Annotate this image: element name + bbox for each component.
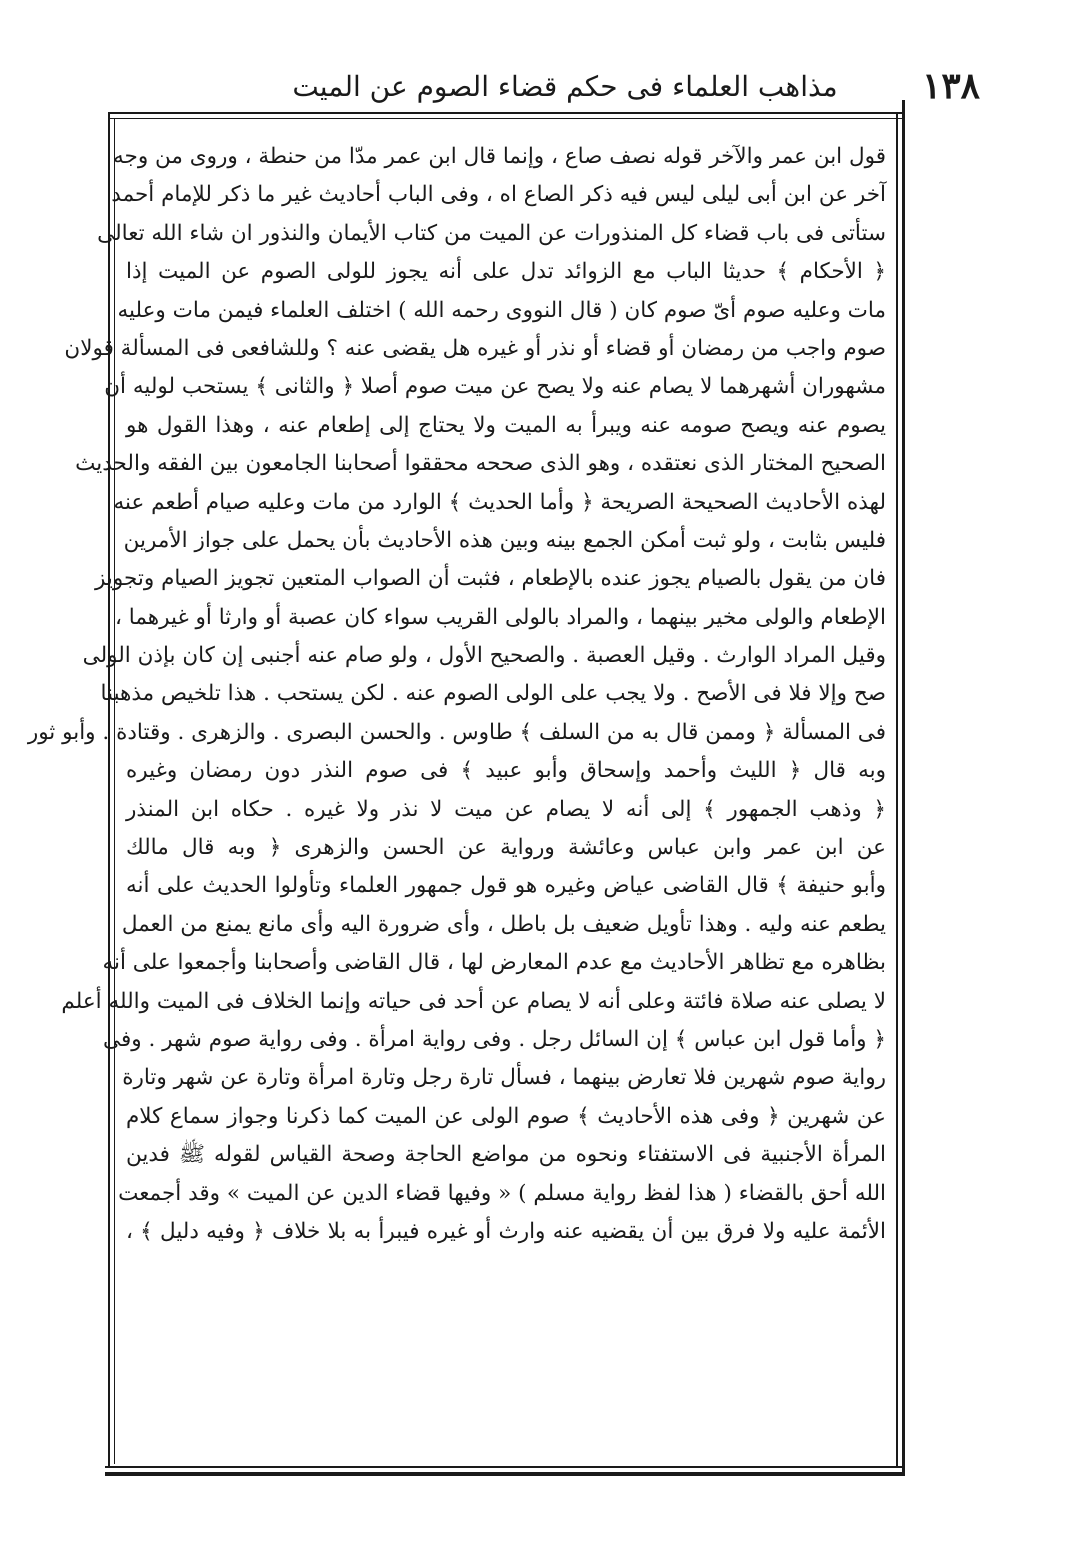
text-line: الإطعام والولى مخير بينهما ، والمراد بالولى القريب سواء كان عصبة أو وارثا أو غيرهما ، [115, 604, 886, 630]
text-line: لهذه الأحاديث الصحيحة الصريحة ﴿ وأما الحديث ﴾ الوارد من مات وعليه صيام أطعم عنه [113, 489, 886, 515]
text-line: يصوم عنه ويصح صومه عنه ويبرأ به الميت ولا يحتاج إلى إطعام عنه ، وهذا القول هو [126, 412, 886, 438]
text-line: فان من يقول بالصيام يجوز عنده بالإطعام ، فثبت أن الصواب المتعين تجويز الصيام وتجويز [95, 566, 886, 592]
text-line: الله أحق بالقضاء ( هذا لفظ رواية مسلم ) « وفيها قضاء الدين عن الميت » وقد أجمعت [118, 1180, 886, 1206]
frame-left-rule [108, 112, 110, 1468]
text-line: الأئمة عليه ولا فرق بين أن يقضيه عنه وارث أو غيره فيبرأ به بلا خلاف ﴿ وفيه دليل ﴾ ، [126, 1218, 886, 1244]
frame-right-inner-rule [896, 112, 898, 1468]
frame-top-inner-rule [110, 118, 902, 119]
text-line: صوم واجب من رمضان أو قضاء أو نذر أو غيره هل يقضى عنه ؟ وللشافعى فى المسألة قولان [64, 335, 886, 361]
text-line: ﴿ وأما قول ابن عباس ﴾ إن السائل رجل . وفى رواية امرأة . وفى رواية صوم شهر . وفى [103, 1026, 886, 1052]
text-line: ﴿ الأحكام ﴾ حديثا الباب مع الزوائد تدل على أنه يجوز للولى الصوم عن الميت إذا [126, 259, 886, 285]
text-line: عن شهرين ﴿ وفى هذه الأحاديث ﴾ صوم الولى عن الميت كما ذكرنا وجواز سماع كلام [126, 1103, 886, 1129]
text-line: بظاهره مع تظاهر الأحاديث مع عدم المعارض لها ، قال القاضى وأصحابنا وأجمعوا على أنه [102, 950, 886, 976]
text-line: رواية صوم شهرين فلا تعارض بينهما ، فسأل تارة رجل وتارة امرأة وتارة عن شهر وتارة [122, 1065, 886, 1091]
frame-top-rule [110, 112, 902, 114]
text-line: قول ابن عمر والآخر قوله نصف صاع ، وإنما قال ابن عمر مدّا من حنطة ، وروى من وجه [113, 144, 886, 169]
running-title: مذاهب العلماء فى حكم قضاء الصوم عن الميت [292, 69, 838, 103]
text-line: فى المسألة ﴿ وممن قال به من السلف ﴾ طاوس . والحسن البصرى . والزهرى . وقتادة . وأبو ثور [27, 719, 886, 745]
text-line: فليس بثابت ، ولو ثبت أمكن الجمع بينه وبين هذه الأحاديث بأن يحمل على جواز الأمرين [123, 527, 886, 553]
text-line: ﴿ وذهب الجمهور ﴾ إلى أنه لا يصام عن ميت لا نذر ولا غيره . حكاه ابن المنذر [126, 796, 886, 822]
page-number: ١٣٨ [921, 65, 980, 107]
text-line: لا يصلى عنه صلاة فائتة وعلى أنه لا يصام عن أحد فى حياته وإنما الخلاف فى الميت والله أعلم [61, 988, 886, 1014]
text-line: يطعم عنه وليه . وهذا تأويل ضعيف بل باطل ، وأى ضرورة اليه وأى مانع يمنع من العمل [121, 911, 886, 937]
frame-left-inner-rule [114, 118, 115, 1464]
text-line: الصحيح المختار الذى نعتقده ، وهو الذى صححه محققوا أصحابنا الجامعون بين الفقه والحديث [75, 451, 886, 477]
text-line: وقيل المراد الوارث . وقيل العصبة . والصحيح الأول ، ولو صام عنه أجنبى إن كان بإذن الولى [82, 643, 886, 669]
text-line: عن ابن عمر وابن عباس وعائشة ورواية عن الحسن والزهرى ﴿ وبه قال مالك [126, 835, 886, 861]
frame-bottom-inner-rule [105, 1466, 905, 1468]
frame-bottom-rule [105, 1472, 905, 1476]
text-line: مات وعليه صوم أىّ صوم كان ( قال النووى رحمه الله ) اختلف العلماء فيمن مات وعليه [117, 297, 886, 323]
text-line: ستأتى فى باب قضاء كل المنذورات عن الميت من كتاب الأيمان والنذور ان شاء الله تعالى [97, 220, 886, 246]
text-line: وأبو حنيفة ﴾ قال القاضى عياض وغيره هو قول جمهور العلماء وتأولوا الحديث على أنه [126, 873, 886, 899]
text-line: مشهوران أشهرهما لا يصام عنه ولا يصح عن ميت صوم أصلا ﴿ والثانى ﴾ يستحب لوليه أن [104, 374, 886, 400]
page-header [150, 62, 980, 110]
text-line: المرأة الأجنبية فى الاستفتاء ونحوه من مواضع الحاجة وصحة القياس لقوله ﷺ فدين [126, 1142, 886, 1168]
text-line: وبه قال ﴿ الليث وأحمد وإسحاق وأبو عبيد ﴾ فى صوم النذر دون رمضان وغيره [126, 758, 886, 784]
body-text [27, 138, 886, 1251]
text-line: صح وإلا فلا فى الأصح . ولا يجب على الولى الصوم عنه . لكن يستحب . هذا تلخيص مذهبنا [100, 681, 886, 707]
text-line: آخر عن ابن أبى ليلى ليس فيه ذكر الصاع اه ، وفى الباب أحاديث غير ما ذكر للإمام أحمد [111, 182, 886, 208]
frame-right-rule [902, 100, 905, 1476]
